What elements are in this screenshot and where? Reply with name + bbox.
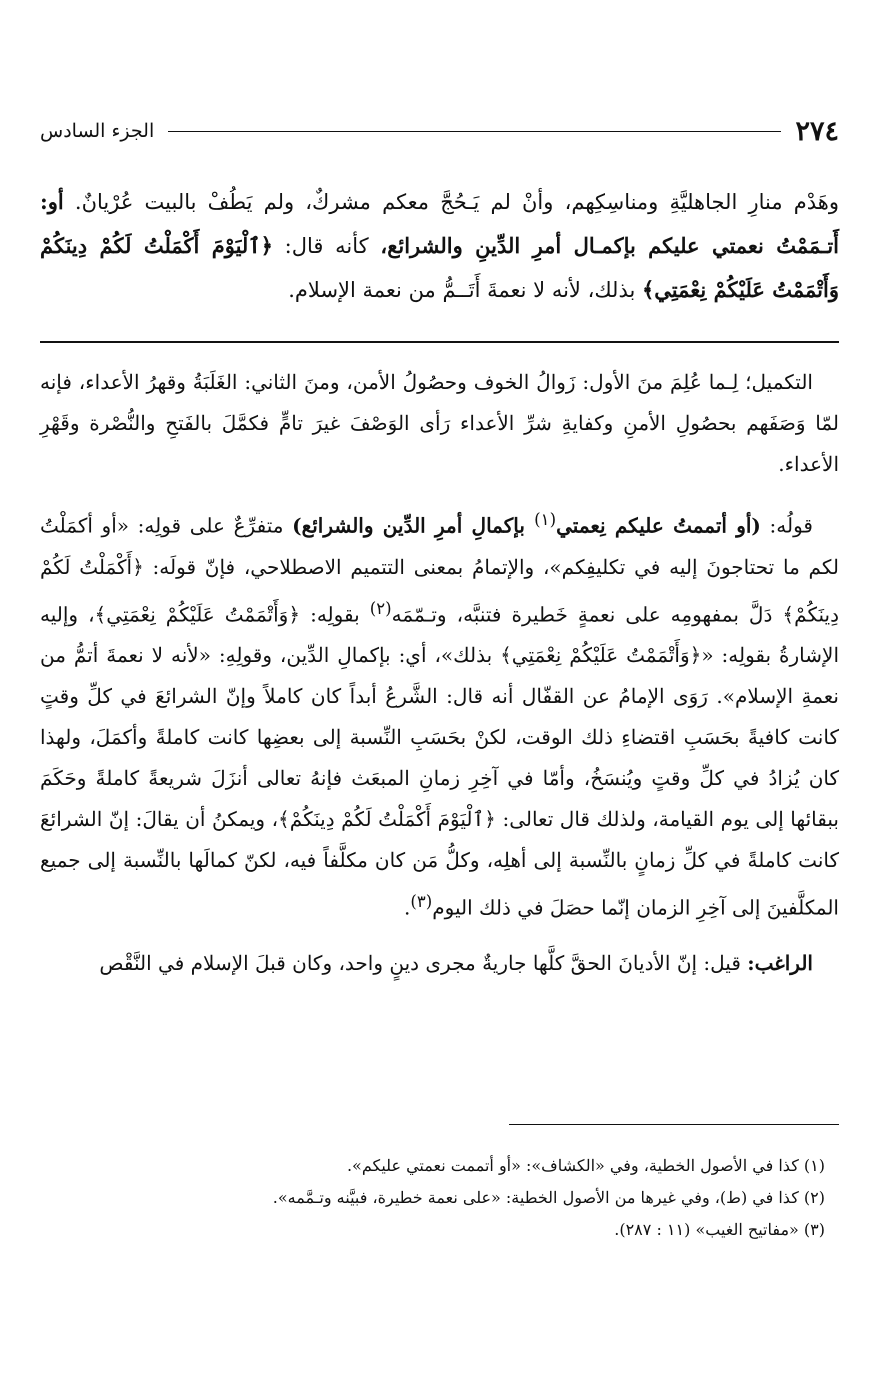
footnote-separator [509, 1124, 839, 1125]
matn-or-prefix: أو: [40, 189, 64, 214]
p2-body-2: بقولِه: ﴿وَأَتْمَمْتُ عَلَيْكُمْ نِعْمَتِي﴾، وإليه الإشارةُ بقولِه: «﴿وَأَتْمَمْتُ عَلَيْكُمْ نِعْمَتِي﴾ بذلك»، أي: بإكمالِ الدِّين، وقولِهِ: «لأنه لا نعمةَ أتمُّ من نعمةِ الإسلام». رَوَى الإمامُ عن القفّال أنه قال: الشَّرعُ أبداً كان كاملاً وإنّ الشرائعَ في كلِّ وقتٍ كانت كافيةً بحَسَبِ اقتضاءِ ذلك الوقت، لكنْ بحَسَبِ النِّسبة إلى بعضِها كانت كاملةً وأكمَلَ، ولهذا كان يُزادُ في كلِّ وقتٍ ويُنسَخُ، وأمّا في آخِرِ زمانِ المبعَث فإنهُ تعالى أنزَلَ شريعةً كاملةً وحَكَمَ ببقائها إلى يوم القيامة، ولذلك قال تعالى: ﴿ٱلْيَوْمَ أَكْمَلْتُ لَكُمْ دِينَكُمْ﴾، ويمكنُ أن يقالَ: إنّ الشرائعَ كانت كاملةً في كلِّ زمانٍ بالنِّسبة إلى أهلِه، وكلُّ مَن كان مكلَّفاً فيه، لكنّ كمالَها بالنِّسبة إلى جميع المكلَّفينَ إلى آخِرِ الزمان إنّما حصَلَ في ذلك اليوم [40, 602, 839, 920]
header-rule [168, 131, 781, 132]
footnote-3: (٣) «مفاتيح الغيب» (١١ : ٢٨٧). [614, 1220, 825, 1239]
commentary-paragraph-2 [40, 499, 839, 929]
p2-bold-2: بإكمالِ أمرِ الدِّين والشرائع) [292, 513, 535, 538]
matn-text [40, 180, 839, 312]
footnote-ref-3: (٣) [410, 892, 433, 912]
commentary-paragraph-1: التكميل؛ لِـما عُلِمَ منَ الأول: زَوالُ الخوف وحصُولُ الأمن، ومنَ الثاني: الغَلَبَةُ وقهرُ الأعداء، فإنه لمّا وَصَفَهم بحصُولِ الأمنِ وكفايةِ شرِّ الأعداء رَأى الوَصْفَ غيرَ تامٍّ فكمَّلَ بالفَتحِ والنُّصْرة وقَهْرِ الأعداء. [40, 370, 839, 476]
p3-rest: قيل: إنّ الأديانَ الحقَّ كلَّها جاريةٌ مجرى دينٍ واحد، وكان قبلَ الإسلام في النَّقْص [99, 950, 748, 975]
commentary-text [40, 362, 839, 998]
p2-body: متفرِّعٌ على قولِه: «أو أكمَلْتُ لكم ما تحتاجونَ إليه في تكليفِكم»، والإتمامُ بمعنى التتميم الاصطلاحي، فإنّ قولَه: ﴿أَكْمَلْتُ لَكُمْ دِينَكُمْ﴾ دَلَّ بمفهومِه على نعمةٍ خَطيرة فتنبَّه، وتـمّمَه [40, 513, 839, 627]
footnote-ref-2: (٢) [369, 598, 392, 618]
footnotes [40, 1150, 839, 1246]
quran-verse: ﴿ٱلْيَوْمَ أَكْمَلْتُ لَكُمْ دِينَكُمْ وَأَتْمَمْتُ عَلَيْكُمْ نِعْمَتِي﴾ [40, 233, 839, 302]
p2-end: . [403, 895, 411, 920]
volume-title: الجزء السادس [40, 120, 155, 142]
matn-divider [40, 341, 839, 343]
p3-bold: الراغب: [747, 950, 813, 975]
footnote-1: (١) كذا في الأصول الخطية، وفي «الكشاف»: «أو أتممت نعمتي عليكم». [346, 1156, 825, 1175]
matn-line-1: وهَدْم منارِ الجاهليَّةِ ومناسِكِهم، وأنْ لم يَـحُجَّ معكم مشركٌ، ولم يَطُفْ بالبيت عُرْيانٌ. [74, 190, 839, 214]
p2-bold: (أو أتممتُ عليكم نِعمتي [556, 513, 761, 538]
footnote-2: (٢) كذا في (ط)، وفي غيرها من الأصول الخطية: «على نعمة خطيرة، فبيَّنه وتـمَّمه». [272, 1188, 825, 1207]
matn-bold-phrase: أَتـمَمْتُ نعمتي عليكم بإكمـال أمرِ الدِّينِ والشرائع، [380, 233, 839, 258]
footnote-ref-1: (١) [534, 510, 557, 529]
page-header [40, 108, 839, 154]
p2-intro: قولُه: [760, 513, 813, 538]
matn-end: بذلك، لأنه لا نعمةَ أَتَــمُّ من نعمة الإسلام. [288, 278, 642, 302]
commentary-paragraph-3 [40, 943, 839, 984]
page-number: ٢٧٤ [795, 115, 839, 147]
book-page [40, 0, 839, 1398]
matn-rest: كأنه قال: [272, 234, 381, 258]
